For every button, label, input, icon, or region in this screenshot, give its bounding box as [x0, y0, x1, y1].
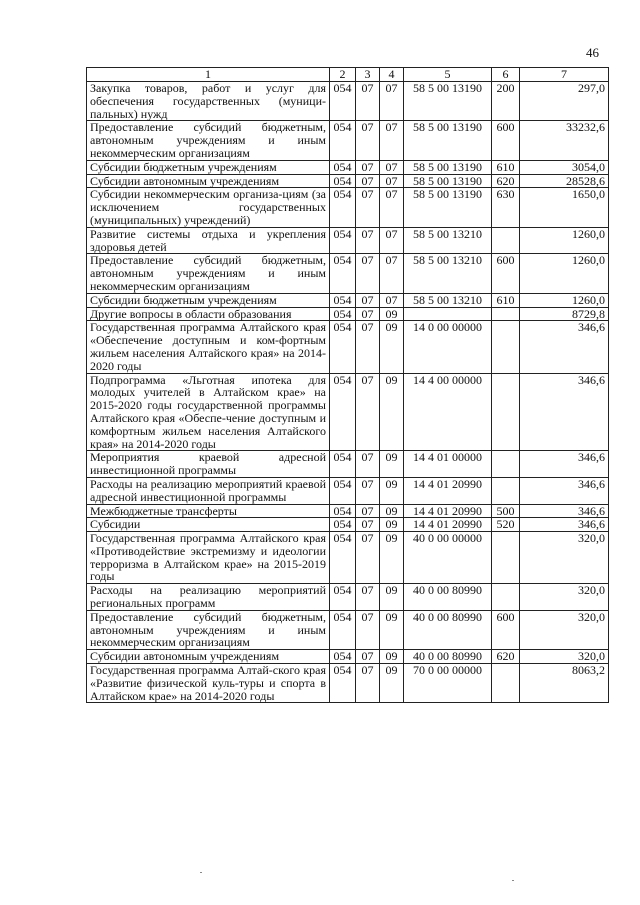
row-c4-cell: 09 — [380, 610, 404, 649]
row-name-cell: Государственная программа Алтай-ского края «Развитие физической куль-туры и спорта в Алтайском крае» на 2014-2020 годы — [87, 664, 330, 703]
row-c5-cell: 40 0 00 80990 — [404, 584, 492, 611]
row-c5-cell: 58 5 00 13190 — [404, 121, 492, 160]
row-c5-cell: 14 4 01 20990 — [404, 518, 492, 532]
row-c3-cell: 07 — [356, 373, 380, 451]
table-row — [87, 518, 609, 532]
row-c3-cell: 07 — [356, 650, 380, 664]
row-c6-cell — [492, 532, 520, 584]
row-c6-cell — [492, 321, 520, 373]
table-row — [87, 504, 609, 518]
row-c5-cell — [404, 307, 492, 321]
row-c2-cell: 054 — [330, 188, 356, 227]
row-c6-cell — [492, 664, 520, 703]
row-c3-cell: 07 — [356, 477, 380, 504]
row-c2-cell: 054 — [330, 227, 356, 254]
row-c2-cell: 054 — [330, 160, 356, 174]
table-row — [87, 188, 609, 227]
row-c4-cell: 07 — [380, 254, 404, 293]
row-c2-cell: 054 — [330, 518, 356, 532]
row-c4-cell: 09 — [380, 532, 404, 584]
row-c2-cell: 054 — [330, 121, 356, 160]
row-c5-cell: 58 5 00 13210 — [404, 227, 492, 254]
row-c2-cell: 054 — [330, 477, 356, 504]
row-c5-cell: 14 4 00 00000 — [404, 373, 492, 451]
row-c4-cell: 09 — [380, 650, 404, 664]
row-c5-cell: 58 5 00 13190 — [404, 188, 492, 227]
row-name-cell: Мероприятия краевой адресной инвестиционной программы — [87, 451, 330, 478]
row-c2-cell: 054 — [330, 610, 356, 649]
row-c5-cell: 58 5 00 13190 — [404, 174, 492, 188]
header-cell: 7 — [520, 68, 609, 82]
row-c6-cell: 620 — [492, 174, 520, 188]
row-c5-cell: 58 5 00 13210 — [404, 293, 492, 307]
row-c3-cell: 07 — [356, 307, 380, 321]
table-row — [87, 160, 609, 174]
row-c5-cell: 58 5 00 13190 — [404, 160, 492, 174]
row-c7-cell: 346,6 — [520, 518, 609, 532]
row-c3-cell: 07 — [356, 664, 380, 703]
row-c5-cell: 58 5 00 13210 — [404, 254, 492, 293]
row-c7-cell: 1650,0 — [520, 188, 609, 227]
row-c5-cell: 14 0 00 00000 — [404, 321, 492, 373]
row-c3-cell: 07 — [356, 160, 380, 174]
row-name-cell: Предоставление субсидий бюджетным, автономным учреждениям и иным некоммерческим организациям — [87, 254, 330, 293]
row-c6-cell: 610 — [492, 293, 520, 307]
row-c3-cell: 07 — [356, 293, 380, 307]
row-name-cell: Государственная программа Алтайского края «Противодействие экстремизму и идеологии терроризма в Алтайском крае» на 2015-2019 годы — [87, 532, 330, 584]
row-c7-cell: 320,0 — [520, 532, 609, 584]
row-c4-cell: 09 — [380, 584, 404, 611]
table-row — [87, 121, 609, 160]
row-name-cell: Субсидии — [87, 518, 330, 532]
row-c7-cell: 320,0 — [520, 584, 609, 611]
table-row — [87, 610, 609, 649]
row-name-cell: Закупка товаров, работ и услуг для обеспечения государственных (муници-пальных) нужд — [87, 82, 330, 121]
row-c3-cell: 07 — [356, 610, 380, 649]
row-c2-cell: 054 — [330, 293, 356, 307]
row-c5-cell: 70 0 00 00000 — [404, 664, 492, 703]
table-row — [87, 532, 609, 584]
row-c3-cell: 07 — [356, 188, 380, 227]
row-c6-cell: 520 — [492, 518, 520, 532]
row-c6-cell: 600 — [492, 121, 520, 160]
row-c3-cell: 07 — [356, 504, 380, 518]
table-row — [87, 307, 609, 321]
row-c4-cell: 09 — [380, 307, 404, 321]
row-c7-cell: 346,6 — [520, 504, 609, 518]
row-name-cell: Другие вопросы в области образования — [87, 307, 330, 321]
header-cell: 3 — [356, 68, 380, 82]
table-row — [87, 373, 609, 451]
table-row — [87, 227, 609, 254]
table-row — [87, 321, 609, 373]
row-name-cell: Расходы на реализацию мероприятий региональных программ — [87, 584, 330, 611]
row-name-cell: Расходы на реализацию мероприятий краевой адресной инвестиционной программы — [87, 477, 330, 504]
row-c6-cell — [492, 451, 520, 478]
page-number: 46 — [586, 45, 599, 60]
row-c7-cell: 8063,2 — [520, 664, 609, 703]
table-row — [87, 584, 609, 611]
row-c6-cell: 200 — [492, 82, 520, 121]
table-row — [87, 254, 609, 293]
table-row — [87, 650, 609, 664]
row-c5-cell: 40 0 00 00000 — [404, 532, 492, 584]
row-name-cell: Субсидии бюджетным учреждениям — [87, 160, 330, 174]
row-c4-cell: 09 — [380, 321, 404, 373]
row-c4-cell: 07 — [380, 82, 404, 121]
row-c4-cell: 09 — [380, 451, 404, 478]
row-c7-cell: 1260,0 — [520, 254, 609, 293]
row-c2-cell: 054 — [330, 451, 356, 478]
row-c4-cell: 09 — [380, 518, 404, 532]
scan-speck — [512, 880, 514, 881]
table-row — [87, 477, 609, 504]
row-name-cell: Предоставление субсидий бюджетным, автономным учреждениям и иным некоммерческим организациям — [87, 121, 330, 160]
row-c4-cell: 07 — [380, 160, 404, 174]
row-c2-cell: 054 — [330, 174, 356, 188]
row-name-cell: Субсидии автономным учреждениям — [87, 174, 330, 188]
row-c3-cell: 07 — [356, 82, 380, 121]
row-c2-cell: 054 — [330, 504, 356, 518]
row-c4-cell: 07 — [380, 293, 404, 307]
row-c2-cell: 054 — [330, 584, 356, 611]
row-c4-cell: 07 — [380, 121, 404, 160]
row-c7-cell: 320,0 — [520, 650, 609, 664]
header-cell: 1 — [87, 68, 330, 82]
row-c3-cell: 07 — [356, 254, 380, 293]
row-name-cell: Субсидии бюджетным учреждениям — [87, 293, 330, 307]
row-c3-cell: 07 — [356, 451, 380, 478]
row-c3-cell: 07 — [356, 174, 380, 188]
row-c4-cell: 07 — [380, 174, 404, 188]
table-row — [87, 293, 609, 307]
row-name-cell: Подпрограмма «Льготная ипотека для молодых учителей в Алтайском крае» на 2015-2020 годы государственной программы Алтайского края «Обеспе-чение доступным и комфортным жильем населения Алтайского края» на 2014-2020 годы — [87, 373, 330, 451]
row-c2-cell: 054 — [330, 532, 356, 584]
row-c7-cell: 28528,6 — [520, 174, 609, 188]
row-c5-cell: 40 0 00 80990 — [404, 650, 492, 664]
row-c7-cell: 320,0 — [520, 610, 609, 649]
row-c7-cell: 3054,0 — [520, 160, 609, 174]
row-c6-cell — [492, 227, 520, 254]
row-c7-cell: 346,6 — [520, 451, 609, 478]
row-name-cell: Предоставление субсидий бюджетным, автономным учреждениям и иным некоммерческим организациям — [87, 610, 330, 649]
row-c6-cell: 620 — [492, 650, 520, 664]
row-c3-cell: 07 — [356, 227, 380, 254]
row-c5-cell: 58 5 00 13190 — [404, 82, 492, 121]
row-c5-cell: 40 0 00 80990 — [404, 610, 492, 649]
row-c4-cell: 07 — [380, 227, 404, 254]
row-c3-cell: 07 — [356, 321, 380, 373]
row-c6-cell — [492, 373, 520, 451]
header-row — [87, 68, 609, 82]
row-name-cell: Субсидии автономным учреждениям — [87, 650, 330, 664]
row-name-cell: Межбюджетные трансферты — [87, 504, 330, 518]
table-row — [87, 82, 609, 121]
row-c5-cell: 14 4 01 00000 — [404, 451, 492, 478]
row-c7-cell: 297,0 — [520, 82, 609, 121]
budget-table — [86, 67, 609, 703]
row-c7-cell: 346,6 — [520, 477, 609, 504]
table-row — [87, 174, 609, 188]
row-c2-cell: 054 — [330, 650, 356, 664]
row-c2-cell: 054 — [330, 321, 356, 373]
row-c7-cell: 346,6 — [520, 321, 609, 373]
header-cell: 5 — [404, 68, 492, 82]
row-c3-cell: 07 — [356, 121, 380, 160]
scan-speck — [200, 872, 202, 873]
row-c6-cell — [492, 584, 520, 611]
row-c7-cell: 33232,6 — [520, 121, 609, 160]
row-c4-cell: 09 — [380, 477, 404, 504]
row-c6-cell — [492, 477, 520, 504]
table-row — [87, 451, 609, 478]
row-c6-cell: 600 — [492, 610, 520, 649]
row-c6-cell: 600 — [492, 254, 520, 293]
row-name-cell: Государственная программа Алтайского края «Обеспечение доступным и ком-фортным жильем населения Алтайского края» на 2014-2020 годы — [87, 321, 330, 373]
row-c2-cell: 054 — [330, 254, 356, 293]
row-c3-cell: 07 — [356, 532, 380, 584]
row-c7-cell: 8729,8 — [520, 307, 609, 321]
row-c6-cell: 610 — [492, 160, 520, 174]
row-c6-cell: 630 — [492, 188, 520, 227]
row-c3-cell: 07 — [356, 518, 380, 532]
row-c5-cell: 14 4 01 20990 — [404, 504, 492, 518]
row-c4-cell: 09 — [380, 373, 404, 451]
header-cell: 2 — [330, 68, 356, 82]
row-c7-cell: 1260,0 — [520, 227, 609, 254]
row-c2-cell: 054 — [330, 664, 356, 703]
row-c4-cell: 09 — [380, 504, 404, 518]
row-name-cell: Развитие системы отдыха и укрепления здоровья детей — [87, 227, 330, 254]
row-c4-cell: 07 — [380, 188, 404, 227]
row-c5-cell: 14 4 01 20990 — [404, 477, 492, 504]
row-c2-cell: 054 — [330, 82, 356, 121]
header-cell: 4 — [380, 68, 404, 82]
row-c2-cell: 054 — [330, 373, 356, 451]
row-c6-cell: 500 — [492, 504, 520, 518]
row-c7-cell: 1260,0 — [520, 293, 609, 307]
row-c4-cell: 09 — [380, 664, 404, 703]
table-row — [87, 664, 609, 703]
row-c6-cell — [492, 307, 520, 321]
row-c2-cell: 054 — [330, 307, 356, 321]
row-c3-cell: 07 — [356, 584, 380, 611]
header-cell: 6 — [492, 68, 520, 82]
row-name-cell: Субсидии некоммерческим организа-циям (за исключением государственных (муниципальных) учреждений) — [87, 188, 330, 227]
row-c7-cell: 346,6 — [520, 373, 609, 451]
